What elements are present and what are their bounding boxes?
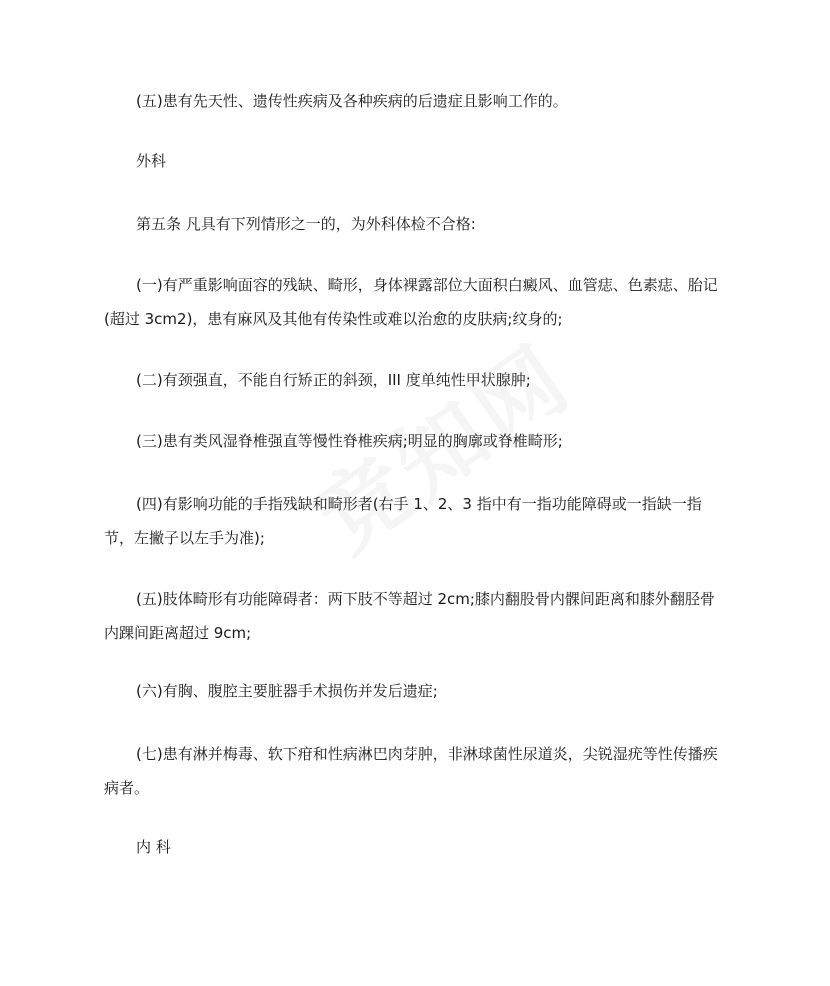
- paragraph-item-4-fingers: (四)有影响功能的手指残缺和畸形者(右手 1、2、3 指中有一指功能障碍或一指缺一指节，左撇子以左手为准);: [104, 495, 702, 547]
- paragraph-item-5-limbs: (五)肢体畸形有功能障碍者：两下肢不等超过 2cm;膝内翻股骨内髁间距离和膝外翻胫骨内踝间距离超过 9cm;: [104, 590, 715, 642]
- paragraph-item-3-spine: (三)患有类风湿脊椎强直等慢性脊椎疾病;明显的胸廓或脊椎畸形;: [136, 432, 563, 450]
- paragraph-item-7-std: (七)患有淋并梅毒、软下疳和性病淋巴肉芽肿，非淋球菌性尿道炎，尖锐湿疣等性传播疾病者。: [104, 745, 718, 797]
- paragraph-article-five: 第五条 凡具有下列情形之一的，为外科体检不合格:: [136, 215, 476, 233]
- section-heading-internal: 内 科: [136, 838, 171, 856]
- section-heading-surgery: 外科: [136, 152, 167, 170]
- paragraph-item-2-neck: (二)有颈强直，不能自行矫正的斜颈，III 度单纯性甲状腺肿;: [136, 371, 531, 389]
- paragraph-item-1-appearance: (一)有严重影响面容的残缺、畸形，身体裸露部位大面积白癜风、血管痣、色素痣、胎记(超过 3cm2)，患有麻风及其他有传染性或难以治愈的皮肤病;纹身的;: [104, 276, 718, 328]
- paragraph-inherited-disease: (五)患有先天性、遗传性疾病及各种疾病的后遗症且影响工作的。: [136, 92, 568, 110]
- paragraph-item-6-organs: (六)有胸、腹腔主要脏器手术损伤并发后遗症;: [136, 682, 438, 700]
